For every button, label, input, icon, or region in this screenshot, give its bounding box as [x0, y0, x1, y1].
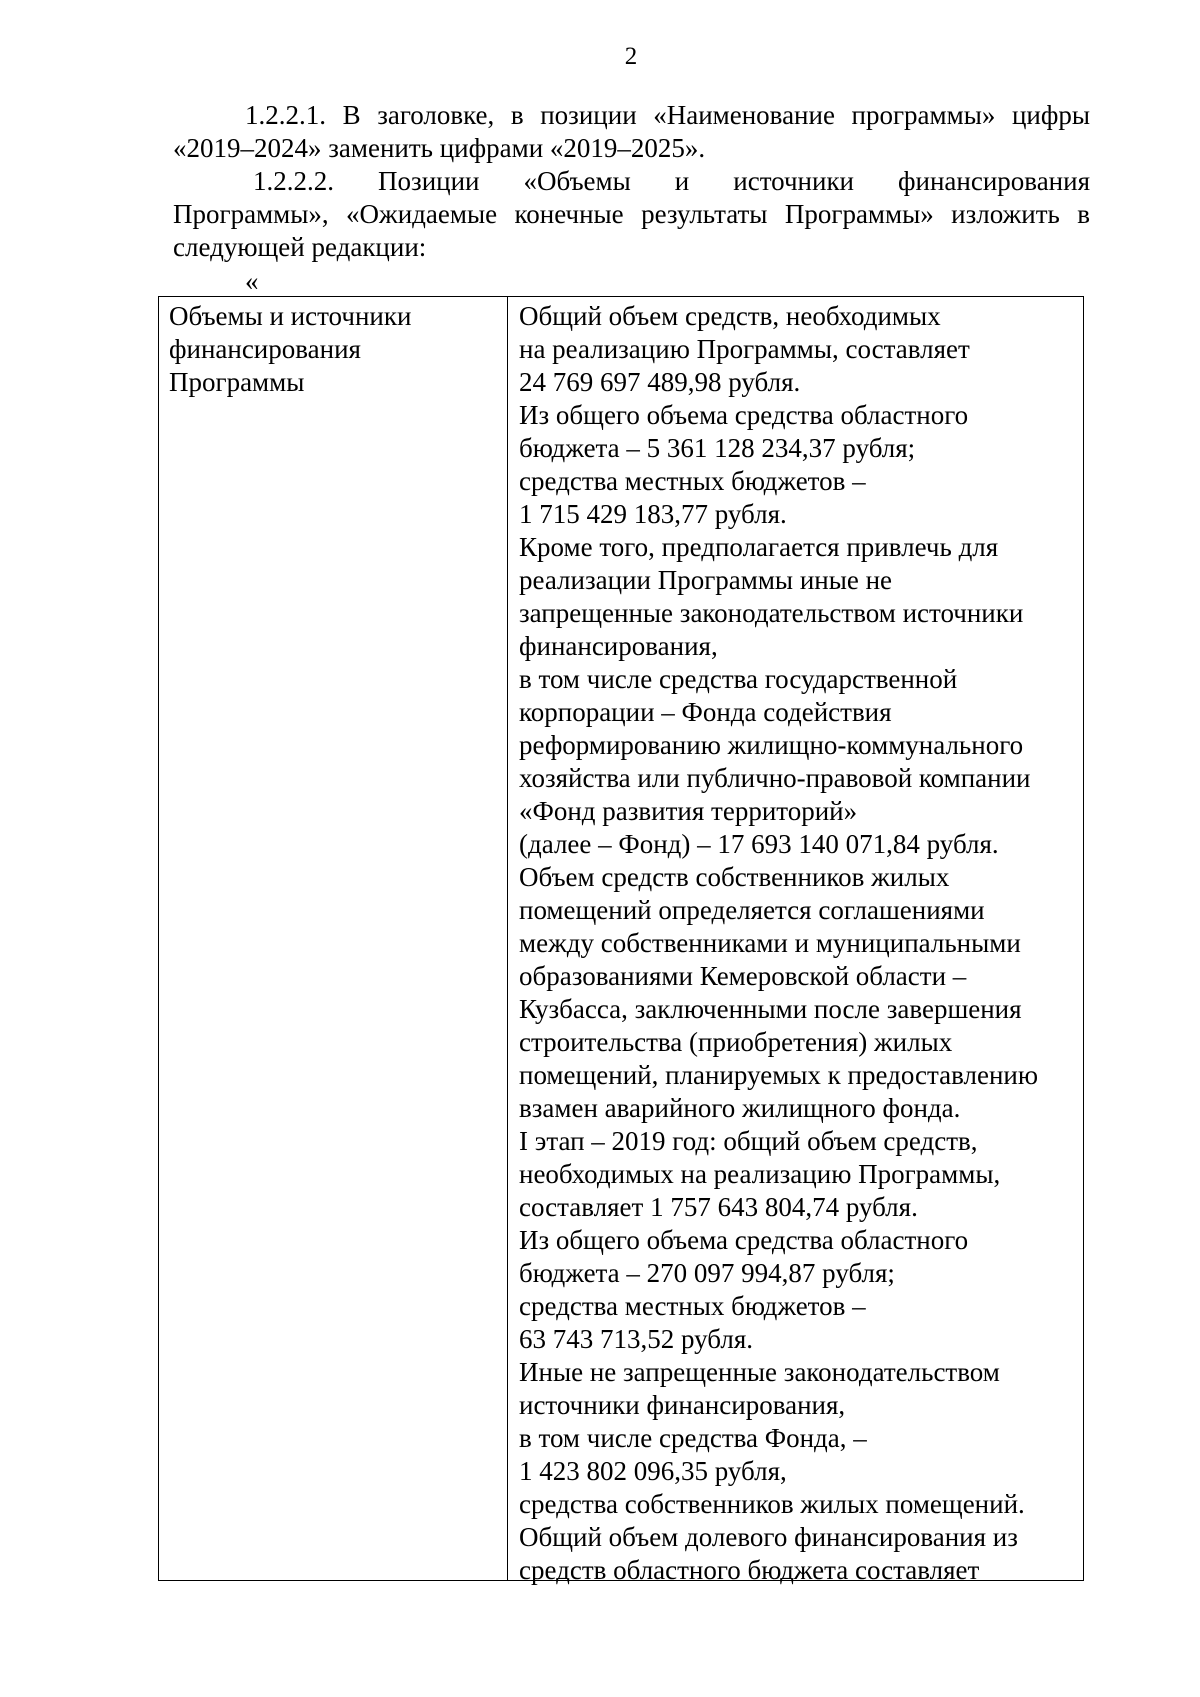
right-cell-line: корпорации – Фонда содействия — [519, 697, 892, 727]
paragraph-1-line-2: «2019–2024» заменить цифрами «2019–2025». — [173, 133, 706, 163]
right-cell-line: средства местных бюджетов – — [519, 1291, 866, 1321]
right-cell-line: источники финансирования, — [519, 1390, 846, 1420]
left-cell-line: Программы — [169, 367, 305, 397]
right-cell-line: финансирования, — [519, 631, 718, 661]
right-cell-line: запрещенные законодательством источники — [519, 598, 1024, 628]
left-cell-line: финансирования — [169, 334, 361, 364]
right-cell-line: Из общего объема средства областного — [519, 400, 969, 430]
paragraph-2-line-1: 1.2.2.2. Позиции «Объемы и источники финансирования — [253, 166, 1090, 196]
right-cell-line: помещений определяется соглашениями — [519, 895, 985, 925]
paragraph-2-line-2: Программы», «Ожидаемые конечные результаты Программы» изложить в — [173, 199, 1090, 229]
table-column-divider — [507, 297, 508, 1580]
right-cell-line: помещений, планируемых к предоставлению — [519, 1060, 1039, 1090]
right-cell-line: между собственниками и муниципальными — [519, 928, 1021, 958]
right-cell-line: Общий объем средств, необходимых — [519, 301, 941, 331]
right-cell-line: Из общего объема средства областного — [519, 1225, 969, 1255]
right-cell-line: Кузбасса, заключенными после завершения — [519, 994, 1022, 1024]
right-cell-line: средств областного бюджета составляет — [519, 1555, 980, 1585]
paragraph-2 — [173, 165, 1090, 264]
program-passport-table — [158, 296, 1084, 1585]
right-cell-line: на реализацию Программы, составляет — [519, 334, 970, 364]
right-cell-line: необходимых на реализацию Программы, — [519, 1159, 1001, 1189]
paragraph-2-line-3: следующей редакции: — [173, 232, 427, 262]
right-cell-line: 1 423 802 096,35 рубля, — [519, 1456, 787, 1486]
right-cell-line: в том числе средства государственной — [519, 664, 958, 694]
right-cell-line: взамен аварийного жилищного фонда. — [519, 1093, 961, 1123]
right-cell-line: в том числе средства Фонда, – — [519, 1423, 867, 1453]
right-cell-line: бюджета – 270 097 994,87 рубля; — [519, 1258, 895, 1288]
right-cell-line: 1 715 429 183,77 рубля. — [519, 499, 787, 529]
right-cell-line: бюджета – 5 361 128 234,37 рубля; — [519, 433, 916, 463]
right-cell-line: Общий объем долевого финансирования из — [519, 1522, 1018, 1552]
page-number: 2 — [624, 43, 638, 70]
right-cell-line: средства местных бюджетов – — [519, 466, 866, 496]
table-cell-position-name — [169, 300, 499, 399]
right-cell-line: 24 769 697 489,98 рубля. — [519, 367, 801, 397]
right-cell-line: (далее – Фонд) – 17 693 140 071,84 рубля. — [519, 829, 999, 859]
right-cell-line: реализации Программы иные не — [519, 565, 893, 595]
right-cell-line: Иные не запрещенные законодательством — [519, 1357, 1000, 1387]
right-cell-line: образованиями Кемеровской области – — [519, 961, 967, 991]
right-cell-line: Кроме того, предполагается привлечь для — [519, 532, 999, 562]
right-cell-line: средства собственников жилых помещений. — [519, 1489, 1025, 1519]
paragraph-1-line-1: 1.2.2.1. В заголовке, в позиции «Наименование программы» цифры — [245, 100, 1090, 130]
left-cell-line: Объемы и источники — [169, 301, 412, 331]
right-cell-line: Объем средств собственников жилых — [519, 862, 950, 892]
table-cell-position-value — [519, 300, 1079, 1587]
paragraph-1 — [173, 99, 1090, 165]
right-cell-line: хозяйства или публично-правовой компании — [519, 763, 1031, 793]
right-cell-line: «Фонд развития территорий» — [519, 796, 858, 826]
right-cell-line: реформированию жилищно-коммунального — [519, 730, 1024, 760]
right-cell-line: I этап – 2019 год: общий объем средств, — [519, 1126, 978, 1156]
right-cell-line: строительства (приобретения) жилых — [519, 1027, 953, 1057]
right-cell-line: 63 743 713,52 рубля. — [519, 1324, 753, 1354]
right-cell-line: составляет 1 757 643 804,74 рубля. — [519, 1192, 918, 1222]
opening-quote-mark: « — [245, 266, 259, 296]
